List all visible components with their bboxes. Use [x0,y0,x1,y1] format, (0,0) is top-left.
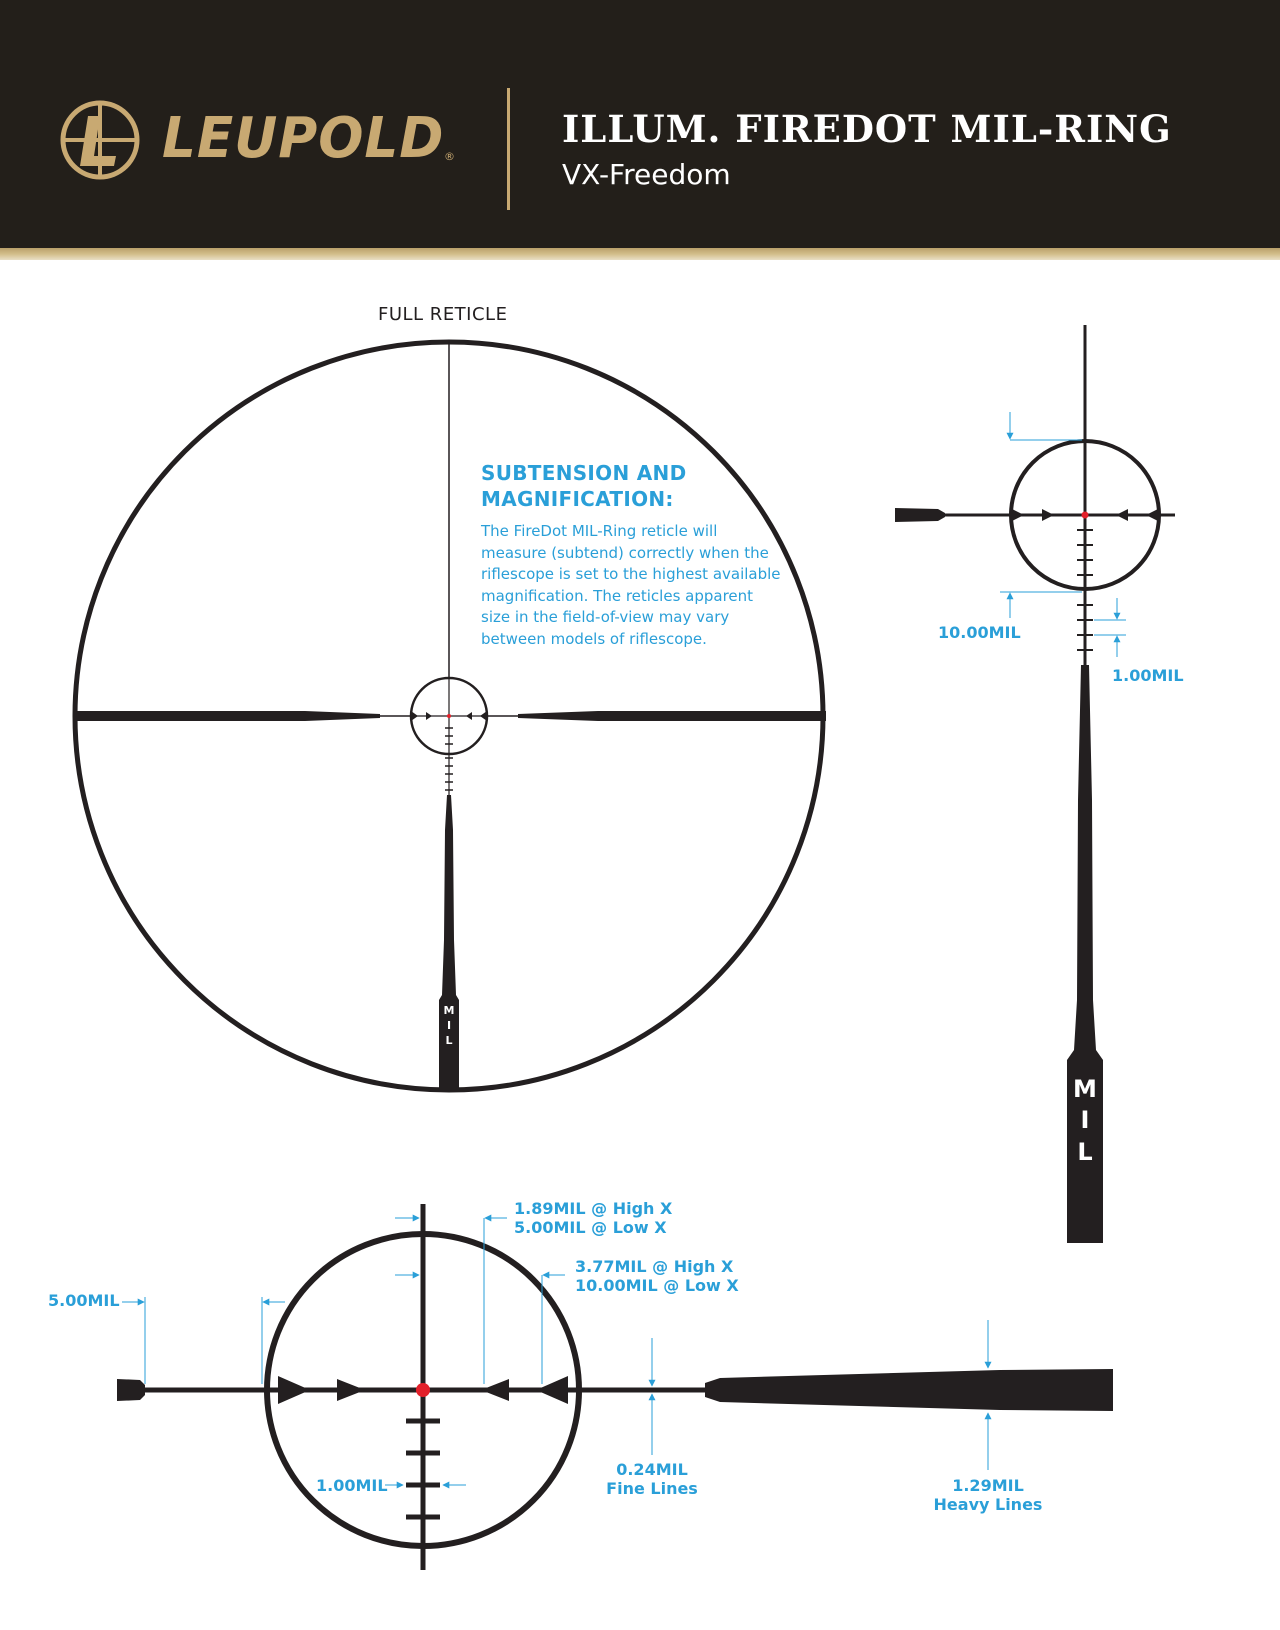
full-reticle-firedot [447,714,451,718]
brand-name: LEUPOLD [162,106,445,171]
full-reticle-mil-marking-m: M [443,1004,455,1017]
vertical-detail-left-heavy-post [895,508,945,522]
full-reticle-left-heavy-post [76,711,380,721]
dim-label-heavy-lines: Heavy Lines [933,1495,1043,1514]
dim-label-hash-1mil: 1.00MIL [1112,666,1184,685]
dim-label-ring-10mil: 10.00MIL [938,623,1021,642]
dim-label-outer-5mil: 5.00MIL [48,1291,120,1310]
horizontal-detail-chevron-left-outer [278,1376,310,1404]
horizontal-detail-left-heavy-post [117,1379,145,1401]
horizontal-detail-chevron-right-inner [481,1379,509,1401]
dim-label-heavy-value: 1.29MIL [952,1476,1024,1495]
vertical-detail-mil-marking-i: I [1080,1106,1090,1134]
full-reticle [75,342,826,1090]
dim-label-chevron-2-low: 10.00MIL @ Low X [575,1276,739,1295]
full-reticle-label: FULL RETICLE [378,304,508,325]
full-reticle-chevron-right-outer [480,711,487,721]
dim-label-chevron-1-high: 1.89MIL @ High X [514,1199,673,1218]
horizontal-detail-chevron-left-inner [337,1379,365,1401]
vertical-detail-chevron-right-inner [1116,509,1128,521]
vertical-detail [895,325,1175,1243]
product-subtitle: VX-Freedom [562,158,731,191]
horizontal-detail-right-heavy-post [705,1369,1113,1411]
product-title: ILLUM. FIREDOT MIL-RING [562,107,1172,151]
vertical-detail-chevron-left-outer [1010,508,1024,522]
full-reticle-mil-marking-i: I [446,1019,452,1032]
subtension-heading: SUBTENSION AND MAGNIFICATION: [481,461,687,511]
subtension-body: The FireDot MIL-Ring reticle will measure (subtend) correctly when the riflescope is set to the highest available magnification. The reticles apparent size in the field-of-view may vary between models of riflescope. [481,522,781,648]
vertical-detail-mil-marking-m: M [1073,1075,1097,1103]
dim-label-chevron-1-low: 5.00MIL @ Low X [514,1218,667,1237]
dim-label-fine-lines: Fine Lines [606,1479,698,1498]
full-reticle-right-heavy-post [518,711,826,721]
vertical-detail-firedot [1082,512,1089,519]
vertical-detail-chevron-right-outer [1146,508,1160,522]
horizontal-detail-chevron-right-outer [536,1376,568,1404]
full-reticle-chevron-left-inner [426,712,432,720]
vertical-detail-mil-marking-l: L [1077,1138,1093,1166]
vertical-detail-chevron-left-inner [1042,509,1054,521]
full-reticle-chevron-left-outer [411,711,418,721]
dim-label-fine-value: 0.24MIL [616,1460,688,1479]
vertical-detail-dimension-lines [1000,412,1126,657]
full-reticle-chevron-right-inner [466,712,472,720]
registered-mark: ® [444,150,455,163]
horizontal-detail-dimension-lines [122,1218,988,1485]
dim-label-chevron-2-high: 3.77MIL @ High X [575,1257,734,1276]
horizontal-detail-firedot [416,1383,430,1397]
full-reticle-mil-marking-l: L [445,1034,453,1047]
dim-label-hash-1mil-horizontal: 1.00MIL [316,1476,388,1495]
